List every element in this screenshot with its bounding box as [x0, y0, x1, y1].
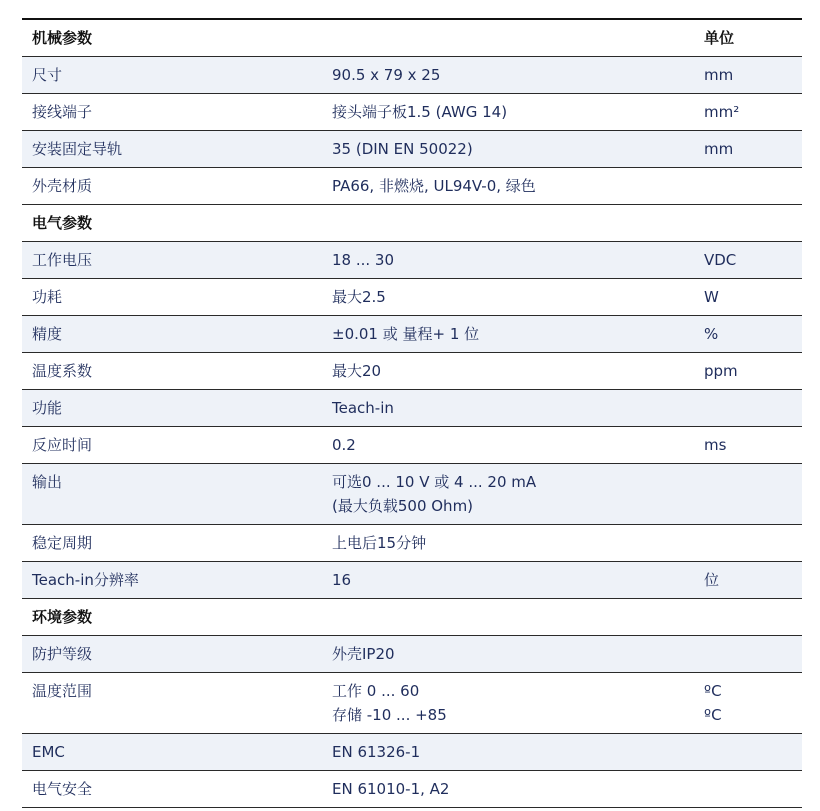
spec-value-line: Teach-in [332, 399, 394, 417]
spec-row [22, 57, 802, 94]
spec-unit-line: mm [704, 140, 734, 158]
spec-value [330, 562, 702, 598]
spec-label: 温度范围 [32, 682, 93, 700]
spec-unit [702, 464, 802, 524]
spec-unit [702, 168, 802, 204]
spec-unit-line: W [704, 288, 719, 306]
spec-value [330, 390, 702, 426]
spec-value [330, 57, 702, 93]
spec-label: 外壳材质 [32, 177, 93, 195]
spec-value-line: 上电后15分钟 [332, 534, 427, 552]
spec-label: 尺寸 [32, 66, 63, 84]
spec-value [330, 242, 702, 278]
spec-row [22, 279, 802, 316]
spec-unit-line: mm [704, 66, 734, 84]
spec-table [22, 18, 802, 808]
spec-row [22, 168, 802, 205]
spec-row [22, 316, 802, 353]
spec-unit [702, 279, 802, 315]
spec-unit [702, 673, 802, 733]
spec-row [22, 94, 802, 131]
spec-value-line: EN 61326-1 [332, 743, 421, 761]
spec-row [22, 636, 802, 673]
spec-value-line: 存储 -10 ... +85 [332, 706, 447, 724]
spec-label: 功耗 [32, 288, 63, 306]
section-header-spacer [330, 20, 702, 56]
spec-row [22, 734, 802, 771]
spec-value-line: 工作 0 ... 60 [332, 682, 420, 700]
section-header-row [22, 205, 802, 242]
spec-unit-line: ms [704, 436, 727, 454]
spec-value [330, 734, 702, 770]
spec-value [330, 316, 702, 352]
spec-value-line: (最大负载500 Ohm) [332, 497, 474, 515]
spec-value-line: 外壳IP20 [332, 645, 395, 663]
spec-row [22, 464, 802, 525]
spec-value [330, 427, 702, 463]
spec-value-line: 可选0 ... 10 V 或 4 ... 20 mA [332, 473, 537, 491]
spec-row [22, 771, 802, 808]
unit-column-header [702, 599, 802, 635]
spec-label: EMC [32, 743, 65, 761]
spec-row [22, 427, 802, 464]
spec-value-line: 接头端子板1.5 (AWG 14) [332, 103, 508, 121]
spec-label: 输出 [32, 473, 63, 491]
spec-label: 防护等级 [32, 645, 93, 663]
section-title: 电气参数 [32, 214, 93, 232]
spec-row [22, 242, 802, 279]
spec-unit [702, 562, 802, 598]
spec-value [330, 636, 702, 672]
unit-column-header [702, 205, 802, 241]
spec-value [330, 279, 702, 315]
spec-value-line: 90.5 x 79 x 25 [332, 66, 441, 84]
spec-unit [702, 771, 802, 807]
spec-value-line: 16 [332, 571, 352, 589]
spec-label: 工作电压 [32, 251, 93, 269]
spec-unit-line: mm² [704, 103, 740, 121]
spec-label: 安装固定导轨 [32, 140, 123, 158]
spec-value [330, 771, 702, 807]
spec-row [22, 353, 802, 390]
spec-value [330, 168, 702, 204]
spec-value-line: 35 (DIN EN 50022) [332, 140, 473, 158]
spec-unit-line: VDC [704, 251, 737, 269]
spec-value [330, 525, 702, 561]
spec-label: 电气安全 [32, 780, 93, 798]
spec-row [22, 131, 802, 168]
spec-value-line: 最大20 [332, 362, 382, 380]
spec-unit [702, 94, 802, 130]
spec-unit [702, 242, 802, 278]
spec-row [22, 673, 802, 734]
spec-row [22, 562, 802, 599]
section-title: 环境参数 [32, 608, 93, 626]
spec-label: 功能 [32, 399, 63, 417]
spec-unit [702, 131, 802, 167]
spec-unit-line: ºC [704, 706, 722, 724]
spec-label: 反应时间 [32, 436, 93, 454]
spec-value-line: PA66, 非燃烧, UL94V-0, 绿色 [332, 177, 536, 195]
spec-label: 接线端子 [32, 103, 93, 121]
spec-value [330, 131, 702, 167]
spec-unit-line: % [704, 325, 719, 343]
spec-value-line: EN 61010-1, A2 [332, 780, 450, 798]
section-header-spacer [330, 599, 702, 635]
spec-value [330, 353, 702, 389]
spec-value-line: 18 ... 30 [332, 251, 395, 269]
section-title: 机械参数 [32, 29, 93, 47]
spec-value-line: ±0.01 或 量程+ 1 位 [332, 325, 480, 343]
spec-row [22, 525, 802, 562]
spec-unit-line: ppm [704, 362, 738, 380]
section-header-spacer [330, 205, 702, 241]
spec-value-line: 0.2 [332, 436, 356, 454]
spec-value [330, 464, 702, 524]
spec-unit [702, 427, 802, 463]
spec-unit [702, 525, 802, 561]
spec-unit-line: ºC [704, 682, 722, 700]
spec-unit-line: 位 [704, 571, 720, 589]
spec-unit [702, 353, 802, 389]
spec-value [330, 673, 702, 733]
spec-label: Teach-in分辨率 [32, 571, 139, 589]
spec-unit [702, 390, 802, 426]
spec-unit [702, 734, 802, 770]
spec-row [22, 390, 802, 427]
section-header-row [22, 599, 802, 636]
spec-label: 精度 [32, 325, 63, 343]
spec-label: 温度系数 [32, 362, 93, 380]
spec-value-line: 最大2.5 [332, 288, 386, 306]
section-header-row [22, 20, 802, 57]
unit-column-header: 单位 [704, 29, 735, 47]
spec-unit [702, 636, 802, 672]
spec-label: 稳定周期 [32, 534, 93, 552]
spec-value [330, 94, 702, 130]
spec-unit [702, 57, 802, 93]
spec-unit [702, 316, 802, 352]
